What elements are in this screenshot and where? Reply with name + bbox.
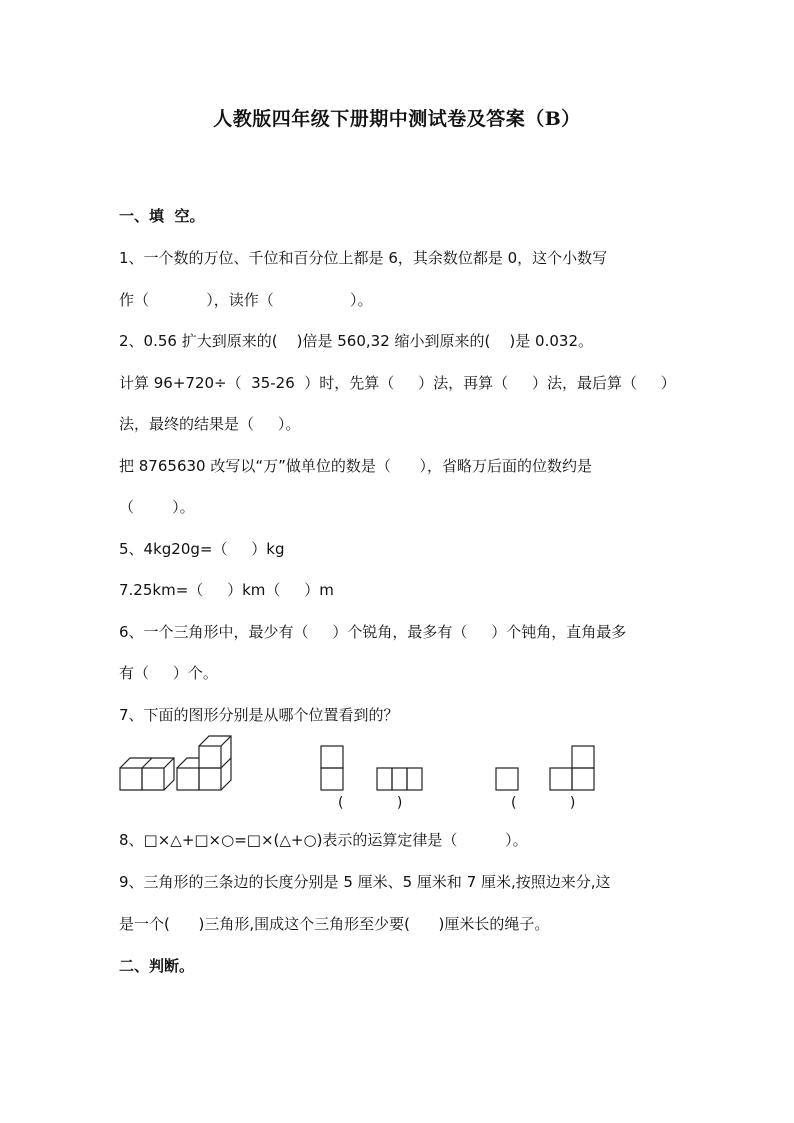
question-8: 8、□×△+□×○=□×(△+○)表示的运算定律是（ ）。 [119,831,528,849]
answer-blank-view-1: ( ) [338,795,403,811]
answer-blank-view-2: ( ) [511,795,576,811]
question-4-line-2: （ ）。 [119,498,195,516]
question-1-line-2: 作（ ），读作（ ）。 [119,291,373,309]
cube-face [120,768,142,790]
question-6-line-2: 有（ ）个。 [119,664,218,682]
question-6-line-1: 6、一个三角形中，最少有（ ）个锐角，最多有（ ）个钝角，直角最多 [119,623,627,641]
view-l-shape [550,746,594,790]
question-3-line-2: 法，最终的结果是（ ）。 [119,415,301,433]
cube-pair-3d-figure [120,758,174,790]
view-row-of-three [377,768,422,790]
section-fill-blank-heading: 一、填 空。 [119,207,205,225]
view-single-square [496,768,518,790]
view-vertical-pair [321,746,343,790]
question-9-line-2: 是一个( )三角形,围成这个三角形至少要( )厘米长的绳子。 [119,915,550,933]
question-7: 7、下面的图形分别是从哪个位置看到的？ [119,706,399,724]
question-9-line-1: 9、三角形的三条边的长度分别是 5 厘米、5 厘米和 7 厘米,按照边来分,这 [119,873,611,891]
question-4-line-1: 把 8765630 改写以“万”做单位的数是（ ），省略万后面的位数约是 [119,457,592,475]
question-5-line-2: 7.25km=（ ）km（ ）m [119,581,334,599]
cube-stack-3d-figure [177,736,231,790]
question-5-line-1: 5、4kg20g=（ ）kg [119,540,285,558]
page-title: 人教版四年级下册期中测试卷及答案（B） [213,108,581,130]
question-1-line-1: 1、一个数的万位、千位和百分位上都是 6，其余数位都是 0，这个小数写 [119,249,608,267]
question-2: 2、0.56 扩大到原来的( )倍是 560,32 缩小到原来的( )是 0.032。 [119,332,593,350]
section-judge-heading: 二、判断。 [119,957,195,975]
cube-face [142,768,164,790]
question-3-line-1: 计算 96+720÷（ 35-26 ）时，先算（ ）法，再算（ ）法，最后算（ ） [119,374,676,392]
